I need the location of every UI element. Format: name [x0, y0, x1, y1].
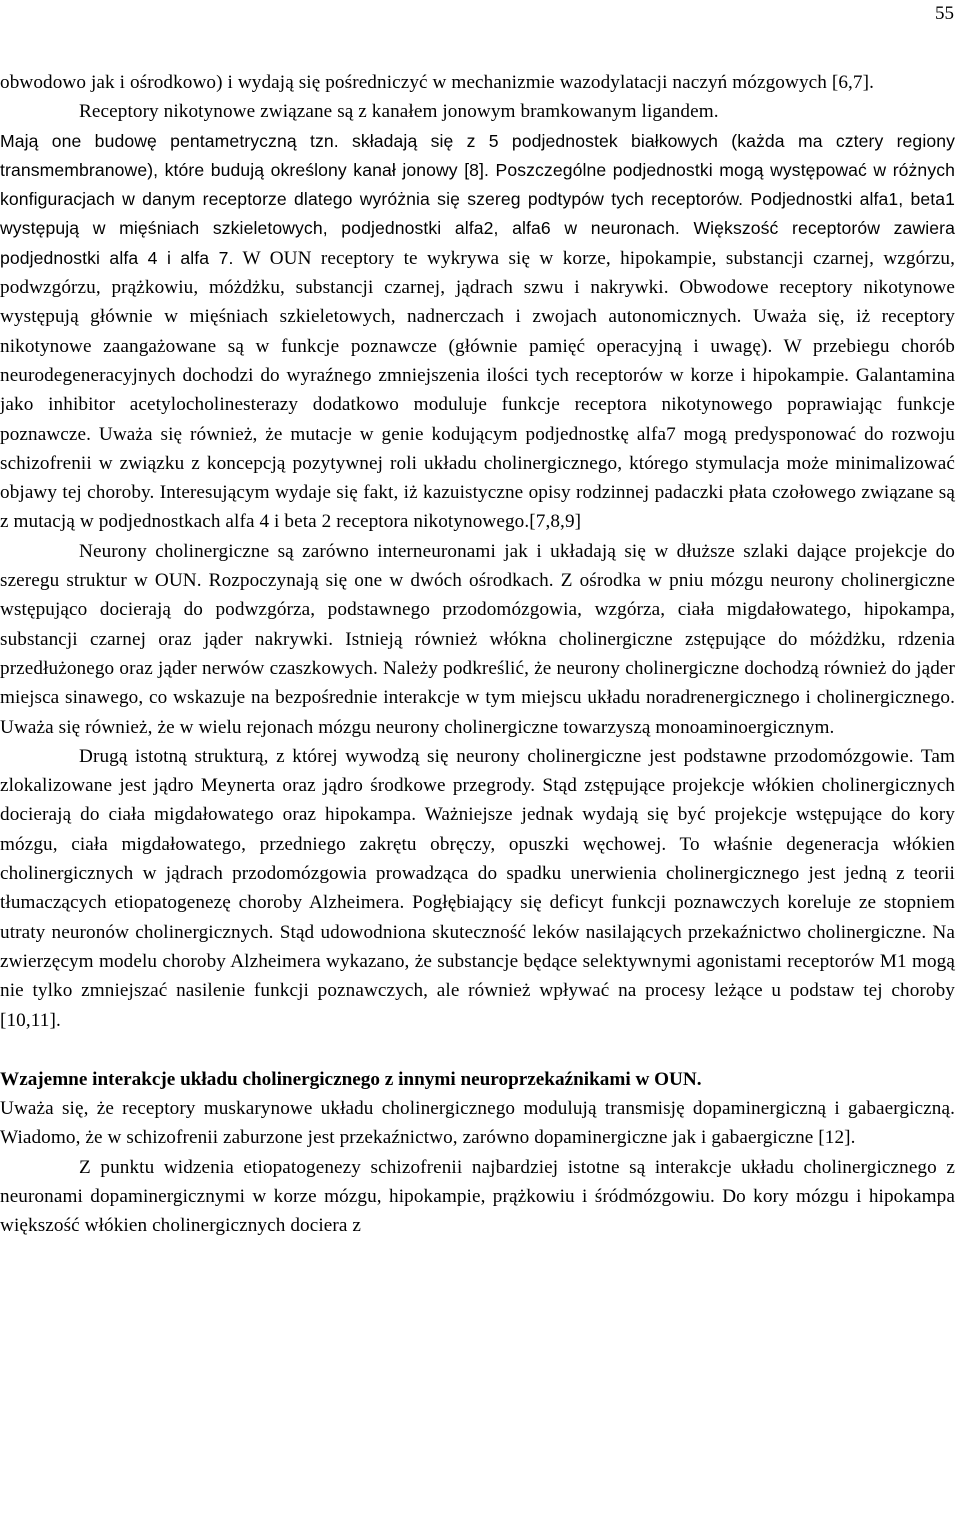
paragraph-sans-segment: Mają one budowę pentametryczną tzn. składają się z 5 podjednostek białkowych (każda ma cztery regiony transmembranowe), które budują określony kanał jonowy [8]. Poszczególne podjednostki mogą występować w różnych konfiguracjach w danym receptorze dlatego wyróżnia się szereg podtypów tych receptorów. Podjednostki alfa1, beta1 występują w mięśniach szkieletowych, podjednostki alfa2, alfa6 w neuronach. Większość receptorów zawiera podjednostki alfa 4 i alfa 7.	[0, 130, 955, 268]
paragraph-muscarinic-modulation: Uważa się, że receptory muskarynowe układu cholinergicznego modulują transmisję dopaminergiczną i gabaergiczną. Wiadomo, że w schizofrenii zaburzone jest przekaźnictwo, zarówno dopaminergiczne jak i gabaergiczne [12].	[0, 1098, 955, 1149]
paragraph-cholinergic-neurons: Neurony cholinergiczne są zarówno interneuronami jak i układają się w dłuższe szlaki dające projekcje do szeregu struktur w OUN. Rozpoczynają się one w dwóch ośrodkach. Z ośrodka w pniu mózgu neurony cholinergiczne wstępująco docierają do podwzgórza, podstawnego przodomózgowia, wzgórza, ciała migdałowatego, hipokampa, substancji czarnej oraz jąder nakrywki. Istnieją również włókna cholinergiczne zstępujące do móżdżku, rdzenia przedłużonego oraz jąder nerwów czaszkowych. Należy podkreślić, że neurony cholinergiczne dochodzą również do jąder miejsca sinawego, co wskazuje na bezpośrednie interakcje w tym miejscu układu noradrenergicznego i cholinergicznego. Uważa się również, że w wielu rejonach mózgu neurony cholinergiczne towarzyszą monoaminoergicznym.	[0, 540, 955, 738]
section-heading: Wzajemne interakcje układu cholinergicznego z innymi neuroprzekaźnikami w OUN.	[0, 1068, 702, 1090]
paragraph-nicotinic-receptors	[0, 127, 955, 537]
paragraph-continuation: obwodowo jak i ośrodkowo) i wydają się pośredniczyć w mechanizmie wazodylatacji naczyń mózgowych [6,7].	[0, 72, 874, 93]
paragraph-first-line: Receptory nikotynowe związane są z kanałem jonowym bramkowanym ligandem.	[79, 101, 719, 123]
paragraph-basal-forebrain: Drugą istotną strukturą, z której wywodzą się neurony cholinergiczne jest podstawne przodomózgowie. Tam zlokalizowane jest jądro Meynerta oraz jądro środkowe przegrody. Stąd zstępujące projekcje włókien cholinergicznych docierają do ciała migdałowatego oraz hipokampa. Ważniejsze jednak wydają się być projekcje wstępujące do kory mózgu, ciała migdałowatego, przedniego zakrętu obręczy, opuszki węchowej. To właśnie degeneracja włókien cholinergicznych w jądrach przodomózgowia prowadząca do spadku unerwienia cholinergicznego jest jedną z teorii tłumaczących etiopatogenezę choroby Alzheimera. Pogłębiający się deficyt funkcji poznawczych koreluje ze stopniem utraty neuronów cholinergicznych. Stąd udowodniona skuteczność leków nasilających przekaźnictwo cholinergiczne. Na zwierzęcym modelu choroby Alzheimera wykazano, że substancje będące selektywnymi agonistami receptorów M1 mogą nie tylko zmniejszać nasilenie funkcji poznawczych, ale również wpływać na procesy leżące u podstaw tej choroby [10,11].	[0, 745, 955, 1031]
paragraph-schizophrenia-interactions: Z punktu widzenia etiopatogenezy schizofrenii najbardziej istotne są interakcje układu cholinergicznego z neuronami dopaminergicznymi w korze mózgu, hipokampie, prążkowiu i śródmózgowiu. Do kory mózgu i hipokampa większość włókien cholinergicznych dociera z	[0, 1156, 955, 1237]
paragraph-serif-segment: W OUN receptory te wykrywa się w korze, hipokampie, substancji czarnej, wzgórzu, podwzgórzu, prążkowiu, móżdżku, substancji czarnej, jądrach szwu i nakrywki. Obwodowe receptory nikotynowe występują głównie w mięśniach szkieletowych, nadnerczach i zwojach autonomicznych. Uważa się, iż receptory nikotynowe zaangażowane są w funkcje poznawcze (głównie pamięć operacyjną i uwagę). W przebiegu chorób neurodegeneracyjnych dochodzi do wyraźnego zmniejszenia ilości tych receptorów w korze i hipokampie. Galantamina jako inhibitor acetylocholinesterazy dodatkowo moduluje funkcje receptora nikotynowego poprawiając funkcje poznawcze. Uważa się również, że mutacje w genie kodującym podjednostkę alfa7 mogą predysponować do rozwoju schizofrenii w związku z koncepcją pozytywnej roli układu cholinergicznego, którego stymulacja może minimalizować objawy tej choroby. Interesującym wydaje się fakt, iż kazuistyczne opisy rodzinnej padaczki płata czołowego związane są z mutacją w podjednostkach alfa 4 i beta 2 receptora nikotynowego.[7,8,9]	[0, 247, 955, 533]
page-number: 55	[935, 3, 954, 24]
document-body	[0, 68, 955, 1241]
